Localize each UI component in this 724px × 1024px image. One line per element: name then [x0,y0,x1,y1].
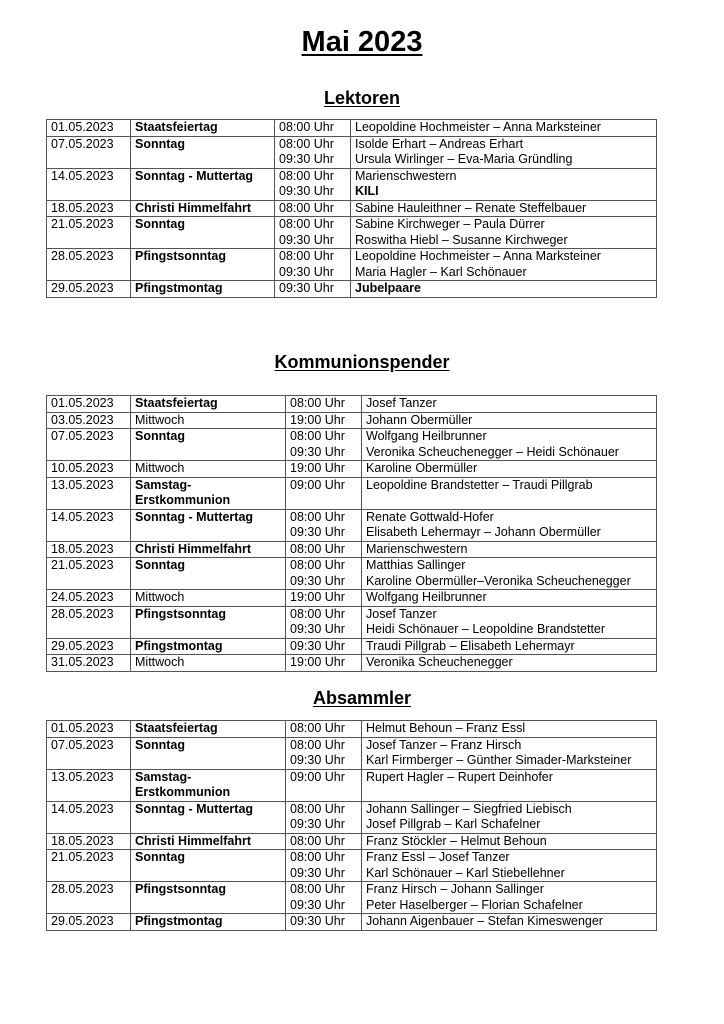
names-text: Josef Tanzer – Franz Hirsch [366,737,522,752]
date-cell: 18.05.2023 [47,200,131,217]
table-row [47,882,657,914]
time-text: 08:00 Uhr [290,509,345,524]
day-cell: Mittwoch [131,590,286,607]
table-row [47,200,657,217]
names-text: Leopoldine Hochmeister – Anna Marksteiner [355,249,601,263]
day-cell: Christi Himmelfahrt [131,200,275,217]
time-text: 08:00 Uhr [290,721,345,735]
names-cell [362,833,657,850]
day-cell: Samstag- Erstkommunion [131,477,286,509]
date-cell: 14.05.2023 [47,801,131,833]
time-text: 08:00 Uhr [290,606,345,621]
date-cell: 03.05.2023 [47,412,131,429]
names-text: Sabine Kirchweger – Paula Dürrer [355,217,545,231]
page-title: Mai 2023 [301,26,423,58]
names-text: Elisabeth Lehermayr – Johann Obermüller [366,525,601,539]
day-cell: Staatsfeiertag [131,120,275,137]
names-text: Matthias Sallinger [366,558,466,572]
time-text: 09:00 Uhr [290,769,345,784]
time-cell [286,769,362,801]
names-cell [362,412,657,429]
time-text: 08:00 Uhr [290,737,345,752]
time-text: 08:00 Uhr [279,217,334,231]
names-cell [362,769,657,801]
names-cell [362,914,657,931]
time-text: 08:00 Uhr [290,541,345,556]
time-cell [286,606,362,638]
names-text: Jubelpaare [355,281,422,295]
day-cell: Christi Himmelfahrt [131,833,286,850]
names-text: Karl Schönauer – Karl Stiebellehner [366,865,565,880]
time-cell [275,136,351,168]
table-row [47,168,657,200]
day-cell: Pfingstmontag [131,638,286,655]
time-text: 08:00 Uhr [279,200,334,215]
date-cell: 13.05.2023 [47,769,131,801]
names-cell [362,396,657,413]
day-cell: Mittwoch [131,412,286,429]
names-text: Veronika Scheuchenegger – Heidi Schönauer [366,444,619,459]
time-cell [286,801,362,833]
table-row [47,217,657,249]
names-text: Peter Haselberger – Florian Schafelner [366,897,583,912]
date-cell: 01.05.2023 [47,120,131,137]
names-text: Franz Stöckler – Helmut Behoun [366,833,547,848]
names-cell [351,249,657,281]
date-cell: 31.05.2023 [47,655,131,672]
time-cell [286,558,362,590]
names-text: Sabine Hauleithner – Renate Steffelbauer [355,200,587,215]
time-cell [286,590,362,607]
table-row [47,477,657,509]
day-cell: Sonntag - Muttertag [131,509,286,541]
day-cell: Mittwoch [131,655,286,672]
names-text: Roswitha Hiebl – Susanne Kirchweger [355,232,568,247]
names-text: Franz Hirsch – Johann Sallinger [366,882,544,896]
date-cell: 21.05.2023 [47,217,131,249]
time-text: 09:30 Uhr [290,573,345,588]
time-cell [286,461,362,478]
table-lektoren [46,119,657,298]
section-heading-lektoren: Lektoren [323,88,401,108]
names-text: Johann Sallinger – Siegfried Liebisch [366,801,572,816]
table-row [47,606,657,638]
names-text: Rupert Hagler – Rupert Deinhofer [366,769,553,784]
date-cell: 14.05.2023 [47,168,131,200]
time-text: 09:30 Uhr [279,184,334,198]
time-text: 09:30 Uhr [290,638,345,653]
table-row [47,850,657,882]
table-row [47,136,657,168]
names-cell [351,200,657,217]
time-cell [275,168,351,200]
table-row [47,914,657,931]
time-cell [286,850,362,882]
time-text: 08:00 Uhr [290,801,345,816]
table-row [47,558,657,590]
names-text: Ursula Wirlinger – Eva-Maria Gründling [355,152,573,166]
time-text: 09:30 Uhr [290,914,345,928]
time-text: 09:30 Uhr [279,232,334,247]
time-cell [286,655,362,672]
table-row [47,590,657,607]
table-row [47,461,657,478]
day-cell: Pfingstsonntag [131,606,286,638]
table-row [47,638,657,655]
names-text: Marienschwestern [366,541,468,556]
names-text: Leopoldine Brandstetter – Traudi Pillgrab [366,477,593,492]
day-cell: Sonntag [131,850,286,882]
time-text: 08:00 Uhr [290,396,345,410]
names-text: Josef Pillgrab – Karl Schafelner [366,817,541,831]
time-text: 09:30 Uhr [290,897,345,912]
table-row [47,281,657,298]
names-text: Marienschwestern [355,168,457,183]
names-cell [362,541,657,558]
names-text: Wolfgang Heilbrunner [366,429,487,443]
time-text: 19:00 Uhr [290,412,345,427]
time-text: 09:30 Uhr [290,753,345,767]
time-text: 19:00 Uhr [290,590,345,604]
day-cell: Sonntag [131,217,275,249]
names-text: Heidi Schönauer – Leopoldine Brandstetter [366,622,606,636]
names-cell [362,850,657,882]
time-cell [286,638,362,655]
table-row [47,541,657,558]
table-row [47,249,657,281]
names-text: Karoline Obermüller [366,461,478,475]
table-row [47,721,657,738]
time-text: 09:30 Uhr [279,264,334,279]
date-cell: 13.05.2023 [47,477,131,509]
date-cell: 29.05.2023 [47,914,131,931]
time-cell [286,429,362,461]
names-cell [362,509,657,541]
date-cell: 29.05.2023 [47,281,131,298]
date-cell: 28.05.2023 [47,249,131,281]
names-cell [362,638,657,655]
names-text: Johann Aigenbauer – Stefan Kimeswenger [366,914,603,928]
day-cell: Pfingstmontag [131,914,286,931]
time-text: 08:00 Uhr [290,850,345,864]
time-text: 08:00 Uhr [290,833,345,848]
names-cell [362,655,657,672]
names-cell [362,721,657,738]
names-cell [362,429,657,461]
table-row [47,120,657,137]
date-cell: 01.05.2023 [47,396,131,413]
day-cell: Sonntag [131,136,275,168]
time-text: 09:00 Uhr [290,477,345,492]
names-text: Wolfgang Heilbrunner [366,590,487,604]
names-text: KILI [355,184,379,198]
table-row [47,655,657,672]
time-text: 09:30 Uhr [290,525,345,539]
table-row [47,769,657,801]
names-cell [351,217,657,249]
names-text: Maria Hagler – Karl Schönauer [355,264,527,279]
table-row [47,737,657,769]
names-cell [362,477,657,509]
table-kommunionspender [46,395,657,672]
names-text: Johann Obermüller [366,412,473,427]
day-cell: Sonntag [131,558,286,590]
names-cell [351,281,657,298]
date-cell: 18.05.2023 [47,833,131,850]
time-text: 09:30 Uhr [290,444,345,459]
date-cell: 07.05.2023 [47,136,131,168]
time-cell [286,509,362,541]
time-text: 08:00 Uhr [279,120,334,134]
names-cell [362,882,657,914]
day-cell: Sonntag [131,429,286,461]
date-cell: 07.05.2023 [47,429,131,461]
section-heading-absammler: Absammler [312,688,412,708]
time-cell [286,412,362,429]
date-cell: 24.05.2023 [47,590,131,607]
time-cell [286,396,362,413]
names-text: Veronika Scheuchenegger [366,655,513,669]
time-text: 09:30 Uhr [290,817,345,831]
day-cell: Pfingstsonntag [131,249,275,281]
names-cell [351,136,657,168]
section-heading-kommunionspender: Kommunionspender [274,352,450,372]
table-row [47,396,657,413]
day-cell: Staatsfeiertag [131,721,286,738]
table-row [47,429,657,461]
names-text: Josef Tanzer [366,606,437,621]
names-text: Josef Tanzer [366,396,437,410]
date-cell: 28.05.2023 [47,606,131,638]
date-cell: 18.05.2023 [47,541,131,558]
names-cell [362,558,657,590]
day-cell: Sonntag [131,737,286,769]
time-cell [286,477,362,509]
names-text: Isolde Erhart – Andreas Erhart [355,136,524,151]
names-cell [351,120,657,137]
day-cell: Sonntag - Muttertag [131,168,275,200]
time-cell [286,737,362,769]
day-cell: Samstag- Erstkommunion [131,769,286,801]
table-row [47,509,657,541]
time-cell [275,200,351,217]
time-text: 08:00 Uhr [279,249,334,263]
names-text: Leopoldine Hochmeister – Anna Marksteiner [355,120,601,134]
time-text: 09:30 Uhr [279,281,334,295]
time-text: 19:00 Uhr [290,655,345,669]
time-text: 08:00 Uhr [290,882,345,896]
names-cell [362,737,657,769]
date-cell: 14.05.2023 [47,509,131,541]
time-cell [286,721,362,738]
date-cell: 21.05.2023 [47,850,131,882]
names-text: Helmut Behoun – Franz Essl [366,721,526,735]
day-cell: Christi Himmelfahrt [131,541,286,558]
table-row [47,833,657,850]
names-text: Karoline Obermüller–Veronika Scheuchenegger [366,573,631,588]
names-text: Franz Essl – Josef Tanzer [366,850,510,864]
table-row [47,801,657,833]
time-cell [286,833,362,850]
time-text: 09:30 Uhr [290,865,345,880]
names-cell [362,461,657,478]
time-text: 09:30 Uhr [290,622,345,636]
time-text: 08:00 Uhr [279,168,334,183]
time-cell [275,120,351,137]
time-text: 19:00 Uhr [290,461,345,475]
names-text: Traudi Pillgrab – Elisabeth Lehermayr [366,638,575,653]
table-row [47,412,657,429]
time-text: 09:30 Uhr [279,152,334,166]
time-cell [275,249,351,281]
table-absammler [46,720,657,931]
date-cell: 10.05.2023 [47,461,131,478]
day-cell: Staatsfeiertag [131,396,286,413]
day-cell: Pfingstmontag [131,281,275,298]
time-cell [286,914,362,931]
names-cell [351,168,657,200]
time-cell [286,882,362,914]
day-cell: Sonntag - Muttertag [131,801,286,833]
names-cell [362,590,657,607]
date-cell: 07.05.2023 [47,737,131,769]
names-cell [362,606,657,638]
date-cell: 21.05.2023 [47,558,131,590]
names-text: Renate Gottwald-Hofer [366,509,494,524]
date-cell: 28.05.2023 [47,882,131,914]
date-cell: 29.05.2023 [47,638,131,655]
day-cell: Pfingstsonntag [131,882,286,914]
time-text: 08:00 Uhr [290,558,345,572]
names-text: Karl Firmberger – Günther Simader-Marksteiner [366,753,632,767]
time-cell [275,217,351,249]
time-text: 08:00 Uhr [290,429,345,443]
time-cell [275,281,351,298]
day-cell: Mittwoch [131,461,286,478]
time-text: 08:00 Uhr [279,136,334,151]
names-cell [362,801,657,833]
time-cell [286,541,362,558]
date-cell: 01.05.2023 [47,721,131,738]
